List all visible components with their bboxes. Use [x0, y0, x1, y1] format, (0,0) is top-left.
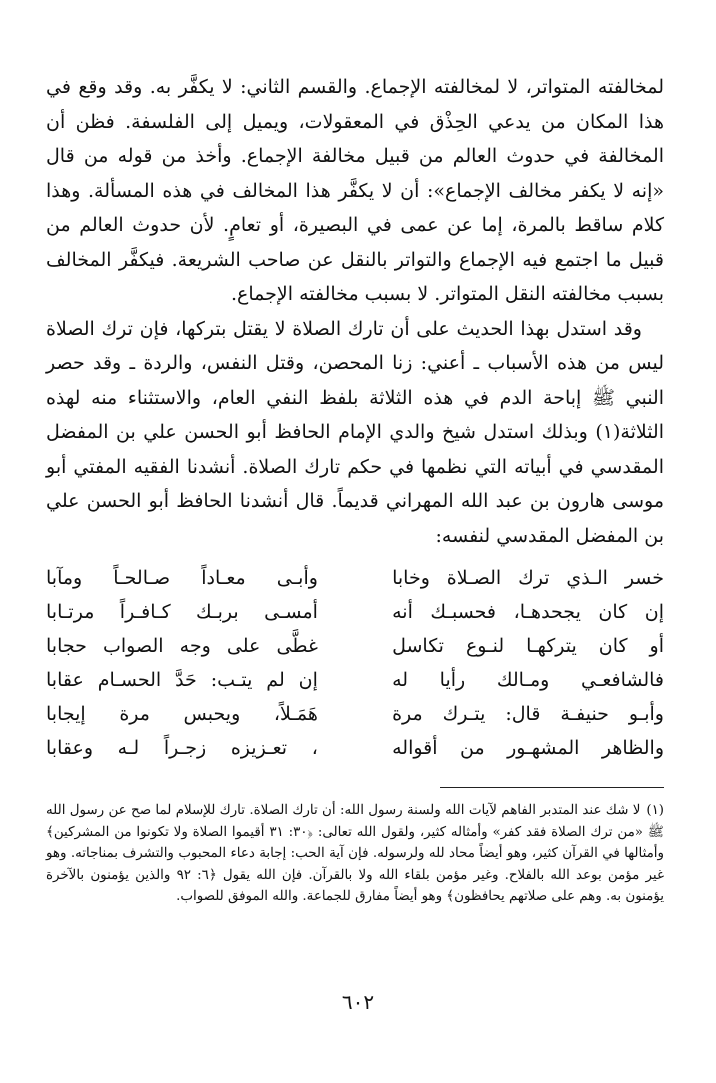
poem-verse [46, 697, 664, 731]
verse-second-hemistich: أمسـى بربـك كـافـراً مرتـابا [46, 601, 318, 623]
footnote-divider [440, 787, 664, 788]
page-number: ٦٠٢ [341, 990, 375, 1014]
verse-second-hemistich: إن لم يتـب: حَدَّ الحسـام عقابا [46, 669, 318, 691]
verse-first-hemistich: إن كان يجحدهـا، فحسبـك أنه [392, 601, 664, 623]
verse-first-hemistich: خسر الـذي ترك الصـلاة وخابا [392, 567, 664, 589]
footnote-text: لا شك عند المتدبر الفاهم لآيات الله ولسنة رسول الله: أن تارك الصلاة. تارك للإسلام لما صح عن رسول الله ﷺ «من ترك الصلاة فقد كفر» وأمثاله كثير، ولقول الله تعالى: ﴿٣٠: ٣١ أقيموا الصلاة ولا تكونوا من المشركين﴾ وأمثالها في القرآن كثير، وهو أيضاً محاد لله ولرسوله. فإن آية الحب: إجابة دعاء المحبوب والتشرف بمناجاته. وهو غير مؤمن بوعد الله بالفلاح. وغير مؤمن بلقاء الله ولا بالقرآن. فإن الله يقول ﴿٦: ٩٢ والذين يؤمنون بالآخرة يؤمنون به. وهم على صلاتهم يحافظون﴾ وهو أيضاً مفارق للجماعة. والله الموفق للصواب. [46, 803, 664, 905]
paragraph-1: لمخالفته المتواتر، لا لمخالفته الإجماع. والقسم الثاني: لا يكفَّر به. وقد وقع في هذا المكان من يدعي الحِذْق في المعقولات، ويميل إلى الفلسفة. فظن أن المخالفة في حدوث العالم من قبيل مخالفة الإجماع. وأخذ من قوله من قال «إنه لا يكفر مخالف الإجماع»: أن لا يكفَّر هذا المخالف في هذه المسألة. وهذا كلام ساقط بالمرة، إما عن عمى في البصيرة، أو تعامٍ. لأن حدوث العالم من قبيل ما اجتمع فيه الإجماع والتواتر بالنقل عن صاحب الشريعة. فيكفَّر المخالف بسبب مخالفته النقل المتواتر. لا بسبب مخالفته الإجماع. [46, 76, 664, 305]
verse-second-hemistich: هَمَـلاً، ويحبس مرة إيجابا [46, 703, 318, 725]
footnotes [46, 800, 664, 908]
verse-first-hemistich: والظاهر المشهـور من أقواله [392, 737, 664, 759]
poem-verse [46, 561, 664, 595]
poem-verse [46, 731, 664, 765]
paragraph-2: وقد استدل بهذا الحديث على أن تارك الصلاة لا يقتل بتركها، فإن ترك الصلاة ليس من هذه الأسباب ـ أعني: زنا المحصن، وقتل النفس، والردة ـ وقد حصر النبي ﷺ إباحة الدم في هذه الثلاثة بلفظ النفي العام، والاستثناء منه لهذه الثلاثة(١) وبذلك استدل شيخ والدي الإمام الحافظ أبو الحسن علي بن المفضل المقدسي في أبياته التي نظمها في حكم تارك الصلاة. أنشدنا الفقيه المفتي أبو موسى هارون بن عبد الله المهراني قديماً. قال أنشدنا الحافظ أبو الحسن علي بن المفضل المقدسي لنفسه: [46, 317, 664, 547]
footnote-1 [46, 800, 664, 908]
verse-first-hemistich: أو كان يتركهـا لنـوع تكاسل [392, 635, 664, 657]
poem-verse [46, 595, 664, 629]
verse-second-hemistich: غطَّى على وجه الصواب حجابا [46, 635, 318, 657]
verse-second-hemistich: وأبـى معـاداً صـالحـاً ومآبا [46, 567, 318, 589]
verse-first-hemistich: وأبـو حنيفـة قال: يتـرك مرة [392, 703, 664, 725]
verse-first-hemistich: فالشافعـي ومـالك رأيا له [392, 669, 664, 691]
poem-verse [46, 663, 664, 697]
poem [46, 561, 664, 765]
poem-verse [46, 629, 664, 663]
verse-second-hemistich: ، تعـزيزه زجـراً لـه وعقابا [46, 737, 318, 759]
main-text [46, 70, 664, 553]
footnote-number: (١) [646, 803, 664, 818]
